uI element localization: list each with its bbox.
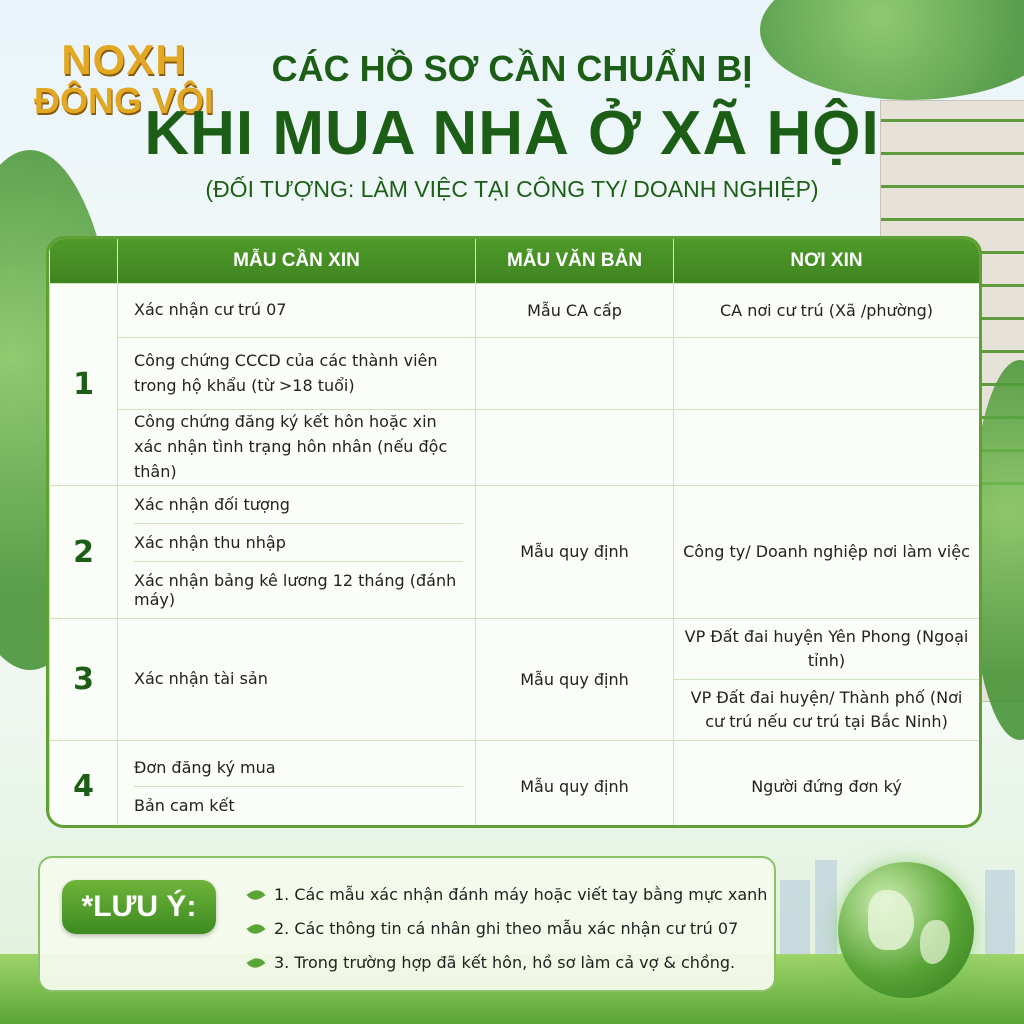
place-cell: CA nơi cư trú (Xã /phường): [674, 284, 980, 338]
place-cell: [674, 619, 980, 741]
leaf-icon: [247, 955, 266, 972]
document-cell: [118, 486, 476, 619]
document-cell: Xác nhận cư trú 07: [118, 284, 476, 338]
background-city: [815, 860, 837, 960]
table-row: [50, 619, 980, 741]
note-item: [248, 878, 767, 912]
document-item: Đơn đăng ký mua: [134, 749, 463, 787]
note-box: [38, 856, 776, 992]
document-cell: Công chứng CCCD của các thành viên trong hộ khẩu (từ >18 tuổi): [118, 338, 476, 410]
note-text: 1. Các mẫu xác nhận đánh máy hoặc viết tay bằng mực xanh: [274, 885, 768, 904]
place-cell: Người đứng đơn ký: [674, 741, 980, 829]
document-item: Xác nhận đối tượng: [134, 486, 463, 524]
table-row: [50, 338, 980, 410]
leaf-icon: [247, 921, 266, 938]
form-cell: [476, 410, 674, 486]
note-list: [248, 878, 767, 980]
table-row: [50, 284, 980, 338]
document-item: Bản cam kết: [134, 796, 235, 815]
title-main: KHI MUA NHÀ Ở XÃ HỘI: [144, 99, 880, 168]
documents-table: [46, 236, 982, 828]
form-cell: Mẫu quy định: [476, 486, 674, 619]
table-row: [50, 486, 980, 619]
note-item: [248, 946, 767, 980]
document-cell: Công chứng đăng ký kết hôn hoặc xin xác nhận tình trạng hôn nhân (nếu độc thân): [118, 410, 476, 486]
place-cell: [674, 410, 980, 486]
note-badge: *LƯU Ý:: [62, 880, 216, 934]
document-cell: Xác nhận tài sản: [118, 619, 476, 741]
place-cell: [674, 338, 980, 410]
group-number: 4: [50, 741, 118, 829]
title-top: CÁC HỒ SƠ CẦN CHUẨN BỊ: [271, 48, 753, 89]
header-document: MẪU CẦN XIN: [118, 239, 476, 284]
form-cell: Mẫu quy định: [476, 741, 674, 829]
group-number: 2: [50, 486, 118, 619]
document-item: Xác nhận bảng kê lương 12 tháng (đánh máy): [134, 571, 457, 609]
place-item: VP Đất đai huyện/ Thành phố (Nơi cư trú nếu cư trú tại Bắc Ninh): [690, 688, 963, 731]
group-number: 1: [50, 284, 118, 486]
document-item: Xác nhận thu nhập: [134, 524, 463, 562]
document-cell: [118, 741, 476, 829]
logo-line2: ĐÔNG VÔI: [34, 80, 215, 122]
leaf-icon: [247, 887, 266, 904]
header-number: [50, 239, 118, 284]
background-city: [985, 870, 1015, 960]
table-row: [50, 741, 980, 829]
background-city: [780, 880, 810, 960]
form-cell: [476, 338, 674, 410]
place-item: VP Đất đai huyện Yên Phong (Ngoại tỉnh): [674, 619, 979, 680]
table-header-row: [50, 239, 980, 284]
note-text: 2. Các thông tin cá nhân ghi theo mẫu xác nhận cư trú 07: [274, 919, 739, 938]
table-row: [50, 410, 980, 486]
place-cell: Công ty/ Doanh nghiệp nơi làm việc: [674, 486, 980, 619]
note-item: [248, 912, 767, 946]
form-cell: Mẫu CA cấp: [476, 284, 674, 338]
subtitle: (ĐỐI TƯỢNG: LÀM VIỆC TẠI CÔNG TY/ DOANH NGHIỆP): [205, 176, 819, 202]
form-cell: Mẫu quy định: [476, 619, 674, 741]
note-text: 3. Trong trường hợp đã kết hôn, hồ sơ làm cả vợ & chồng.: [274, 953, 736, 972]
group-number: 3: [50, 619, 118, 741]
logo-line1: NOXH: [61, 36, 187, 83]
globe-icon: [838, 862, 974, 998]
header-place: NƠI XIN: [674, 239, 980, 284]
header-form: MẪU VĂN BẢN: [476, 239, 674, 284]
